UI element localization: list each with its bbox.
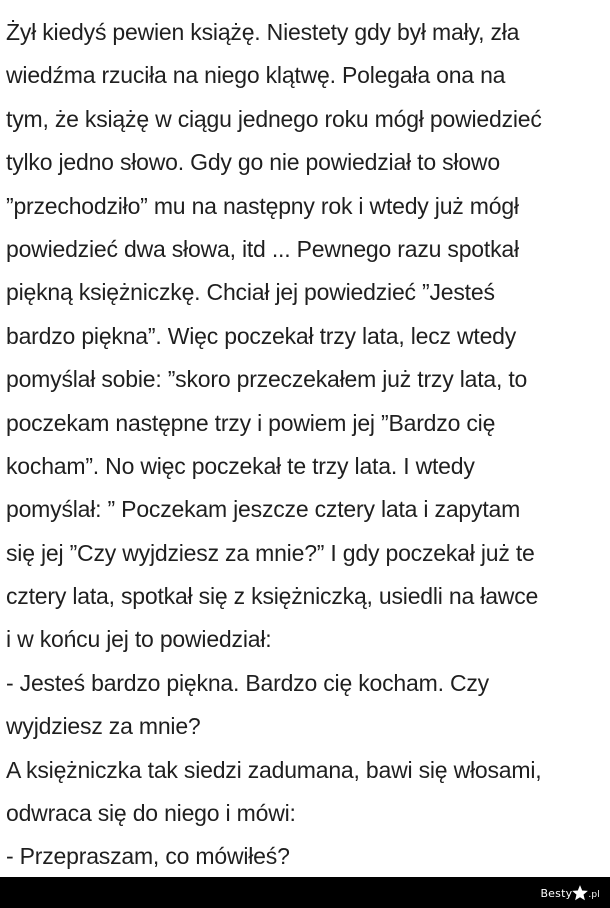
story-line: ”przechodziło” mu na następny rok i wtedy już mógł [6, 192, 519, 219]
story-line: tylko jedno słowo. Gdy go nie powiedział to słowo [6, 149, 500, 176]
story-line: piękną księżniczkę. Chciał jej powiedzieć ”Jesteś [6, 279, 495, 306]
story-line: cztery lata, spotkał się z księżniczką, usiedli na ławce [6, 583, 539, 610]
watermark-bar [0, 877, 610, 908]
story-line: - Przepraszam, co mówiłeś? [6, 843, 290, 870]
brand-domain: .pl [588, 889, 600, 900]
story-line: A księżniczka tak siedzi zadumana, bawi się włosami, [6, 756, 542, 783]
story-line: wiedźma rzuciła na niego klątwę. Polegała ona na [6, 62, 506, 89]
story-line: tym, że książę w ciągu jednego roku mógł powiedzieć [6, 105, 542, 132]
story-line: kocham”. No więc poczekał te trzy lata. I wtedy [6, 452, 475, 479]
brand-name: Besty [540, 886, 573, 900]
story-line: pomyślał: ” Poczekam jeszcze cztery lata i zapytam [6, 496, 521, 523]
story-line: pomyślał sobie: ”skoro przeczekałem już trzy lata, to [6, 366, 528, 393]
story-line: się jej ”Czy wyjdziesz za mnie?” I gdy poczekał już te [6, 539, 535, 566]
story-line: Żył kiedyś pewien książę. Niestety gdy był mały, zła [6, 19, 520, 45]
brand-watermark [540, 883, 600, 903]
story-line: poczekam następne trzy i powiem jej ”Bardzo cię [6, 409, 496, 436]
story-line: - Jesteś bardzo piękna. Bardzo cię kocham. Czy [6, 669, 489, 696]
star-icon [571, 884, 589, 902]
story-line: powiedzieć dwa słowa, itd ... Pewnego razu spotkał [6, 235, 519, 262]
story-line: bardzo piękna”. Więc poczekał trzy lata, lecz wtedy [6, 322, 517, 349]
story-text [6, 11, 606, 879]
story-line: odwraca się do niego i mówi: [6, 800, 296, 827]
story-line: wyjdziesz za mnie? [6, 713, 201, 740]
story-line: i w końcu jej to powiedział: [6, 626, 272, 653]
